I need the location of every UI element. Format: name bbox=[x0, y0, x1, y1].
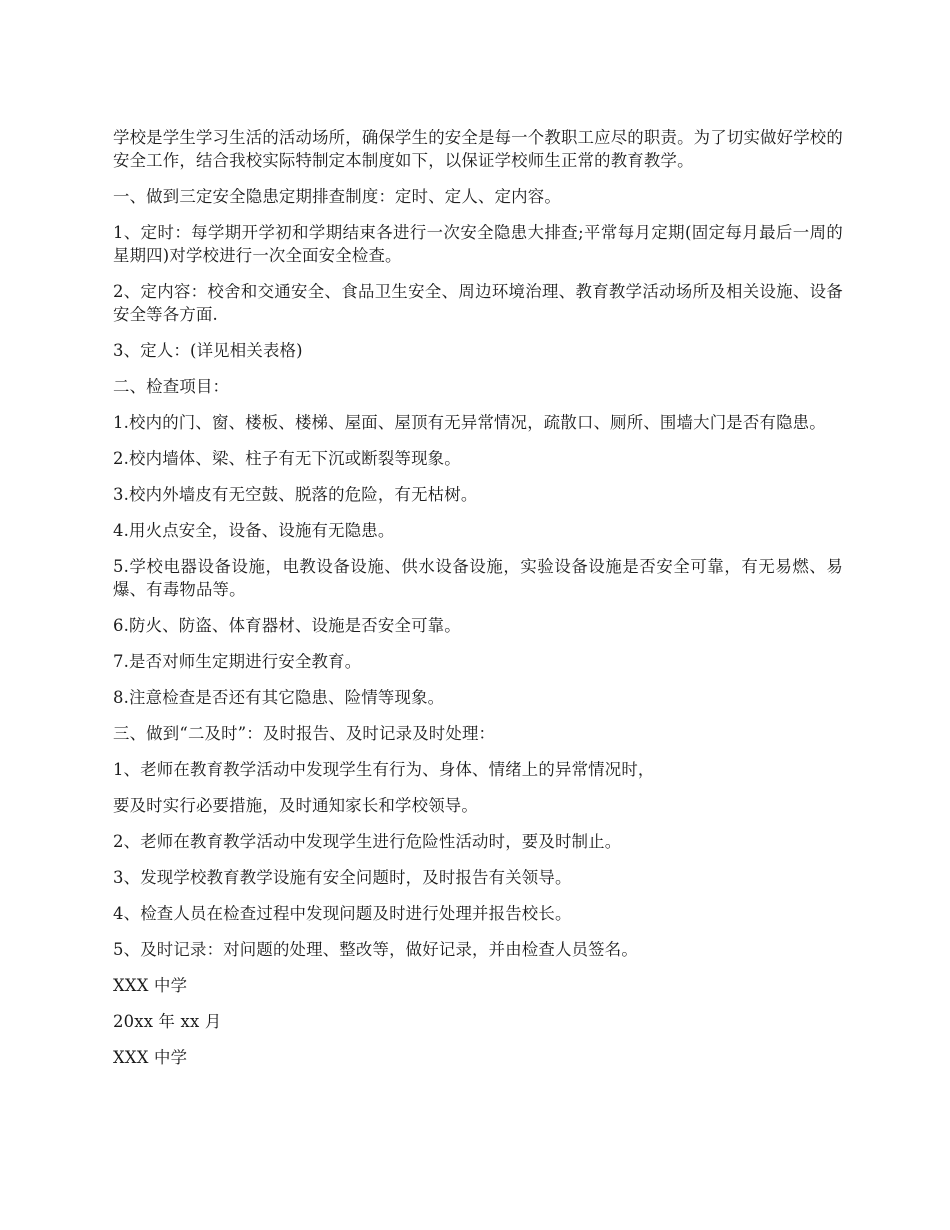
timely-item-1-continued: 要及时实行必要措施，及时通知家长和学校领导。 bbox=[113, 796, 478, 815]
intro-paragraph: 学校是学生学习生活的活动场所，确保学生的安全是每一个教职工应尽的职责。为了切实做好学校的安全工作，结合我校实际特制定本制度如下，以保证学校师生正常的教育教学。 bbox=[113, 128, 843, 170]
check-item-7: 7.是否对师生定期进行安全教育。 bbox=[113, 652, 362, 671]
check-item-3: 3.校内外墙皮有无空鼓、脱落的危险，有无枯树。 bbox=[113, 485, 478, 504]
check-item-1: 1.校内的门、窗、楼板、楼梯、屋面、屋顶有无异常情况，疏散口、厕所、围墙大门是否有隐患。 bbox=[113, 413, 826, 432]
item-fixed-person: 3、定人：(详见相关表格) bbox=[113, 341, 303, 360]
signature-school-repeat: XXX 中学 bbox=[113, 1048, 188, 1067]
timely-item-5: 5、及时记录：对问题的处理、整改等，做好记录，并由检查人员签名。 bbox=[113, 940, 638, 959]
signature-date: 20xx 年 xx 月 bbox=[113, 1012, 222, 1031]
section-heading-two: 二、检查项目： bbox=[113, 377, 230, 396]
signature-school: XXX 中学 bbox=[113, 976, 188, 995]
section-heading-one: 一、做到三定安全隐患定期排查制度：定时、定人、定内容。 bbox=[113, 187, 561, 206]
check-item-6: 6.防火、防盗、体育器材、设施是否安全可靠。 bbox=[113, 616, 461, 635]
timely-item-1: 1、老师在教育教学活动中发现学生有行为、身体、情绪上的异常情况时， bbox=[113, 760, 655, 779]
check-item-4: 4.用火点安全，设备、设施有无隐患。 bbox=[113, 521, 395, 540]
item-fixed-time: 1、定时：每学期开学初和学期结束各进行一次安全隐患大排查;平常每月定期(固定每月最后一周的星期四)对学校进行一次全面安全检查。 bbox=[113, 223, 843, 265]
section-heading-three: 三、做到“二及时”：及时报告、及时记录及时处理： bbox=[113, 724, 496, 743]
document-body bbox=[113, 126, 843, 1082]
timely-item-4: 4、检查人员在检查过程中发现问题及时进行处理并报告校长。 bbox=[113, 904, 572, 923]
timely-item-3: 3、发现学校教育教学设施有安全问题时，及时报告有关领导。 bbox=[113, 868, 572, 887]
check-item-5: 5.学校电器设备设施，电教设备设施、供水设备设施，实验设备设施是否安全可靠，有无易燃、易爆、有毒物品等。 bbox=[113, 557, 843, 599]
item-fixed-content: 2、定内容：校舍和交通安全、食品卫生安全、周边环境治理、教育教学活动场所及相关设施、设备安全等各方面. bbox=[113, 282, 843, 324]
timely-item-2: 2、老师在教育教学活动中发现学生进行危险性活动时，要及时制止。 bbox=[113, 832, 622, 851]
check-item-8: 8.注意检查是否还有其它隐患、险情等现象。 bbox=[113, 688, 445, 707]
check-item-2: 2.校内墙体、梁、柱子有无下沉或断裂等现象。 bbox=[113, 449, 461, 468]
